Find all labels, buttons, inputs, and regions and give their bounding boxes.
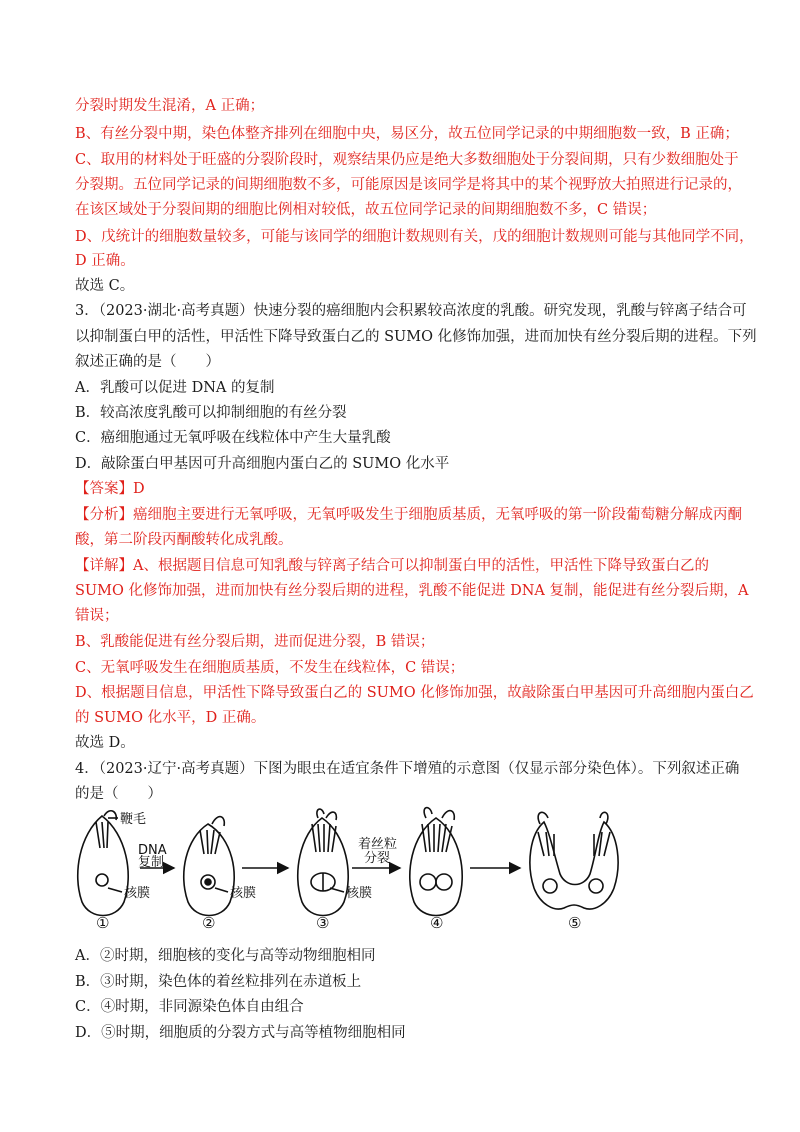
prev-explanation-line-1: 分裂时期发生混淆，A 正确； xyxy=(75,98,265,114)
stage-label-2: ② xyxy=(202,914,216,932)
q3-option-c: C．癌细胞通过无氧呼吸在线粒体中产生大量乳酸 xyxy=(75,430,391,446)
detail-line-2: SUMO 化修饰加强，进而加快有丝分裂后期的进程，乳酸不能促进 DNA 复制，能促进有丝分裂后期，A xyxy=(75,583,749,599)
q4-option-b: B．③时期，染色体的着丝粒排列在赤道板上 xyxy=(75,974,362,990)
q3-answer-row xyxy=(75,479,145,499)
label-dna-rep-2: 复制 xyxy=(138,855,165,870)
q3-stem-line-3: 叙述正确的是（ ） xyxy=(75,354,220,370)
stage-label-4: ④ xyxy=(430,914,444,932)
label-membrane-1: 核膜 xyxy=(124,886,151,901)
prev-explanation-line-5: 在该区域处于分裂间期的细胞比例相对较低，故五位同学记录的间期细胞数不多，C 错误； xyxy=(75,202,657,218)
q3-stem-line-1: 3．（2023·湖北·高考真题）快速分裂的癌细胞内会积累较高浓度的乳酸。研究发现，乳酸与锌离子结合可 xyxy=(75,303,747,319)
answer-value: D xyxy=(133,481,145,497)
analysis-line-2: 酸，第二阶段丙酮酸转化成乳酸。 xyxy=(75,532,293,548)
prev-explanation-line-3: C、取用的材料处于旺盛的分裂阶段时，观察结果仍应是绝大多数细胞处于分裂间期，只有少数细胞处于 xyxy=(75,152,739,168)
label-membrane-3: 核膜 xyxy=(346,886,373,901)
label-dna-rep-1: DNA xyxy=(138,843,167,858)
prev-explanation-line-2: B、有丝分裂中期，染色体整齐排列在细胞中央，易区分，故五位同学记录的中期细胞数一致，B 正确； xyxy=(75,126,739,142)
label-centromere-2: 分裂 xyxy=(364,851,391,866)
q4-option-d: D．⑤时期，细胞质的分裂方式与高等植物细胞相同 xyxy=(75,1025,406,1041)
q3-option-a: A．乳酸可以促进 DNA 的复制 xyxy=(75,380,275,396)
cell-stage-2 xyxy=(184,817,234,916)
cell-stage-5 xyxy=(530,812,618,909)
prev-explanation-line-7: D 正确。 xyxy=(75,253,135,269)
q4-stem-line-1: 4．（2023·辽宁·高考真题）下图为眼虫在适宜条件下增殖的示意图（仅显示部分染色体）。下列叙述正确 xyxy=(75,761,740,777)
detail-line-6: D、根据题目信息，甲活性下降导致蛋白乙的 SUMO 化修饰加强，故敲除蛋白甲基因可升高细胞内蛋白乙 xyxy=(75,685,754,701)
label-flagellum: 鞭毛 xyxy=(120,812,147,827)
stage-label-3: ③ xyxy=(316,914,330,932)
q3-stem-line-2: 以抑制蛋白甲的活性，甲活性下降导致蛋白乙的 SUMO 化修饰加强，进而加快有丝分裂后期的进程。下列 xyxy=(75,329,757,345)
prev-conclusion: 故选 C。 xyxy=(75,278,135,294)
q3-option-d: D．敲除蛋白甲基因可升高细胞内蛋白乙的 SUMO 化水平 xyxy=(75,456,450,472)
cell-stage-3 xyxy=(298,809,348,915)
q3-detail-row xyxy=(75,556,709,576)
prev-explanation-line-4: 分裂期。五位同学记录的间期细胞数不多，可能原因是该同学是将其中的某个视野放大拍照进行记录的， xyxy=(75,177,742,193)
q3-conclusion: 故选 D。 xyxy=(75,735,135,751)
analysis-line-1: 癌细胞主要进行无氧呼吸，无氧呼吸发生于细胞质基质，无氧呼吸的第一阶段葡萄糖分解成丙酮 xyxy=(133,507,742,523)
detail-line-5: C、无氧呼吸发生在细胞质基质，不发生在线粒体，C 错误； xyxy=(75,660,465,676)
q4-option-a: A．②时期，细胞核的变化与高等动物细胞相同 xyxy=(75,948,376,964)
detail-tag: 【详解】 xyxy=(75,558,133,574)
detail-line-4: B、乳酸能促进有丝分裂后期，进而促进分裂，B 错误； xyxy=(75,634,435,650)
prev-explanation-line-6: D、戊统计的细胞数量较多，可能与该同学的细胞计数规则有关，戊的细胞计数规则可能与其他同学不同， xyxy=(75,229,754,245)
cell-stage-4 xyxy=(410,808,462,916)
analysis-tag: 【分析】 xyxy=(75,507,133,523)
q4-stem-line-2: 的是（ ） xyxy=(75,786,162,802)
q4-option-c: C．④时期，非同源染色体自由组合 xyxy=(75,999,304,1015)
answer-tag: 【答案】 xyxy=(75,481,133,497)
euglena-division-figure xyxy=(60,804,700,934)
detail-line-1: A、根据题目信息可知乳酸与锌离子结合可以抑制蛋白甲的活性，甲活性下降导致蛋白乙的 xyxy=(133,558,709,574)
detail-line-3: 错误； xyxy=(75,608,119,624)
q3-analysis-row xyxy=(75,505,742,525)
q3-option-b: B．较高浓度乳酸可以抑制细胞的有丝分裂 xyxy=(75,405,347,421)
stage-label-5: ⑤ xyxy=(568,914,582,932)
label-membrane-2: 核膜 xyxy=(230,886,257,901)
label-centromere-1: 着丝粒 xyxy=(358,837,398,852)
stage-label-1: ① xyxy=(96,914,110,932)
detail-line-7: 的 SUMO 化水平，D 正确。 xyxy=(75,710,266,726)
